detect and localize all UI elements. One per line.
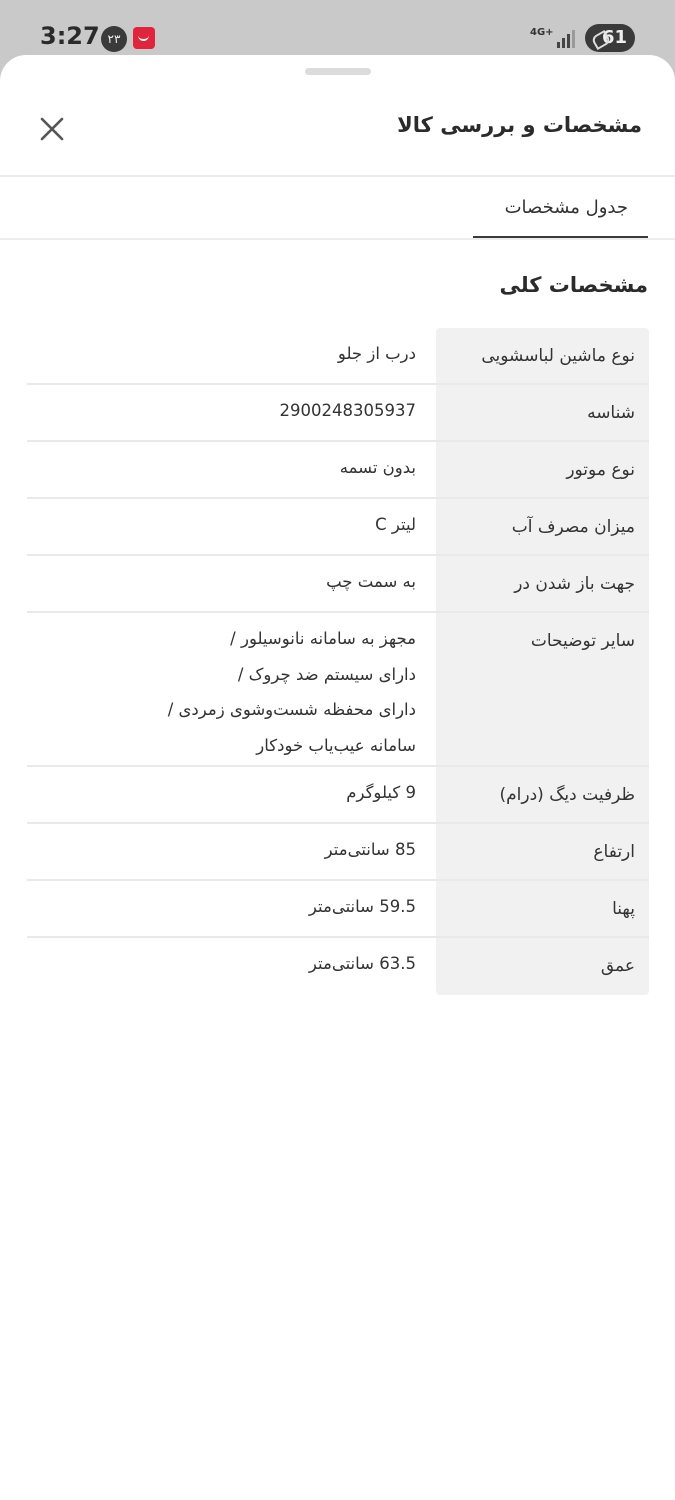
spec-row (27, 385, 649, 442)
spec-row (27, 824, 649, 881)
sheet-title: مشخصات و بررسی کالا (397, 113, 642, 137)
spec-value (36, 336, 416, 372)
spec-value (36, 775, 416, 811)
spec-key: نوع ماشین لباسشویی (481, 346, 635, 366)
spec-value-line: به سمت چپ (326, 572, 416, 591)
spec-key: عمق (600, 956, 635, 976)
spec-value (36, 450, 416, 486)
close-icon (36, 113, 68, 145)
spec-value-line: دارای سیستم ضد چروک / (237, 664, 416, 684)
spec-value (36, 564, 416, 600)
spec-key-cell (436, 328, 649, 383)
spec-row (27, 442, 649, 499)
spec-row (27, 881, 649, 938)
spec-value-line: مجهز به سامانه نانوسیلور / (230, 629, 416, 648)
spec-value-line: درب از جلو (337, 344, 416, 363)
spec-key-cell (436, 385, 649, 440)
spec-row (27, 938, 649, 995)
spec-key-cell (436, 824, 649, 879)
spec-value (36, 621, 416, 763)
tab-spec-table[interactable] (473, 177, 648, 238)
spec-key: میزان مصرف آب (511, 517, 635, 537)
spec-row (27, 499, 649, 556)
spec-value (36, 889, 416, 925)
signal-icon (556, 30, 576, 48)
spec-value-line: لیتر C (375, 515, 416, 534)
spec-value-line: بدون تسمه (339, 458, 416, 477)
spec-row (27, 328, 649, 385)
tab-label: جدول مشخصات (504, 197, 628, 218)
spec-key-cell (436, 938, 649, 995)
spec-key: ظرفیت دیگ (درام) (499, 785, 635, 805)
network-type-indicator: 4G+ (530, 27, 554, 38)
status-time: 3:27 (40, 22, 100, 50)
spec-row (27, 556, 649, 613)
spec-key-cell (436, 499, 649, 554)
spec-value-line: 9 کیلوگرم (346, 783, 416, 802)
spec-value (36, 393, 416, 429)
spec-key-cell (436, 881, 649, 936)
spec-value (36, 832, 416, 868)
notification-count-badge: ۲۳ (101, 26, 127, 52)
spec-value-line: دارای محفظه شست‌وشوی زمردی / (167, 700, 416, 719)
spec-key: سایر توضیحات (530, 631, 635, 651)
spec-key: شناسه (587, 403, 635, 423)
close-button[interactable] (36, 113, 68, 145)
spec-key-cell (436, 442, 649, 497)
drag-handle[interactable] (305, 68, 371, 75)
section-title: مشخصات کلی (499, 273, 648, 297)
spec-key-cell (436, 556, 649, 611)
spec-key: ارتفاع (593, 842, 635, 862)
app-notification-icon (133, 27, 155, 49)
spec-value-line: 85 سانتی‌متر (324, 840, 416, 859)
spec-row (27, 613, 649, 767)
spec-key: جهت باز شدن در (514, 574, 635, 594)
spec-row (27, 767, 649, 824)
spec-value (36, 507, 416, 543)
spec-key: پهنا (612, 899, 635, 919)
spec-key: نوع موتور (566, 460, 635, 480)
battery-indicator: 61 (585, 24, 635, 52)
spec-value-line: 63.5 سانتی‌متر (308, 954, 416, 973)
spec-value-line: 2900248305937 (279, 401, 416, 420)
tabs-divider (0, 238, 675, 240)
spec-key-cell (436, 613, 649, 765)
spec-key-cell (436, 767, 649, 822)
spec-table (27, 328, 649, 995)
spec-value-line: 59.5 سانتی‌متر (308, 897, 416, 916)
bottom-sheet (0, 55, 675, 1500)
spec-value (36, 946, 416, 982)
spec-value-line: سامانه عیب‌یاب خودکار (256, 735, 416, 755)
